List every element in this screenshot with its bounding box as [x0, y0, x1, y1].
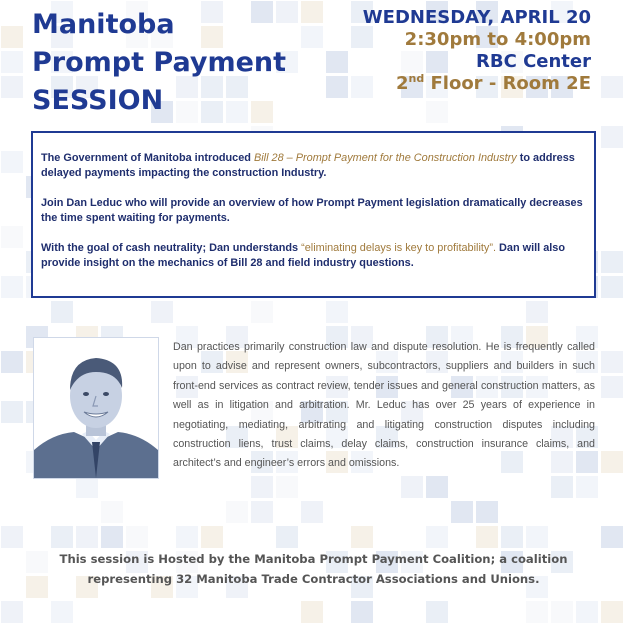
background-tile — [476, 526, 498, 548]
background-tile — [526, 601, 548, 623]
footer-line-2: representing 32 Manitoba Trade Contractor Associations and Unions. — [87, 572, 540, 586]
background-tile — [51, 526, 73, 548]
background-tile — [51, 601, 73, 623]
background-tile — [601, 251, 623, 273]
session-info-box — [31, 131, 596, 298]
title-line-3: SESSION — [32, 85, 164, 116]
background-tile — [201, 526, 223, 548]
background-tile — [251, 501, 273, 523]
speaker-photo — [33, 337, 159, 479]
background-tile — [51, 301, 73, 323]
background-tile — [476, 501, 498, 523]
info-paragraph-1 — [41, 151, 586, 181]
background-tile — [1, 351, 23, 373]
background-tile — [351, 526, 373, 548]
background-tile — [601, 351, 623, 373]
background-tile — [401, 476, 423, 498]
background-tile — [526, 301, 548, 323]
title-line-2: Prompt Payment — [32, 47, 287, 78]
background-tile — [226, 501, 248, 523]
background-tile — [601, 451, 623, 473]
event-time: 2:30pm to 4:00pm — [404, 29, 591, 50]
background-tile — [301, 601, 323, 623]
info-p1-start: The Government of Manitoba introduced — [41, 152, 254, 164]
page-title — [32, 6, 286, 120]
background-tile — [176, 526, 198, 548]
background-tile — [426, 526, 448, 548]
background-tile — [301, 26, 323, 48]
background-tile — [426, 476, 448, 498]
background-tile — [301, 501, 323, 523]
background-tile — [576, 601, 598, 623]
background-tile — [351, 601, 373, 623]
info-p3-end: Dan will also provide insight on the mechanics of Bill 28 and field industry questions. — [41, 242, 565, 269]
background-tile — [1, 76, 23, 98]
event-room — [363, 73, 591, 95]
background-tile — [326, 76, 348, 98]
background-tile — [276, 526, 298, 548]
background-tile — [326, 51, 348, 73]
host-footer — [20, 549, 607, 589]
profitability-quote: “eliminating delays is key to profitability”. — [301, 242, 496, 254]
background-tile — [1, 51, 23, 73]
background-tile — [601, 526, 623, 548]
background-tile — [426, 601, 448, 623]
event-details — [363, 7, 591, 95]
floor-room: Floor - Room 2E — [424, 73, 591, 94]
info-paragraph-2: Join Dan Leduc who will provide an overview of how Prompt Payment legislation dramatically decreases the time spent waiting for payments. — [41, 197, 583, 224]
info-p1-end: to address delayed payments impacting the construction Industry. — [41, 152, 575, 179]
background-tile — [426, 101, 448, 123]
background-tile — [601, 601, 623, 623]
footer-line-1: This session is Hosted by the Manitoba Prompt Payment Coalition; a coalition — [59, 552, 568, 566]
floor-suffix: nd — [408, 72, 425, 85]
info-paragraph-3 — [41, 241, 586, 271]
background-tile — [276, 476, 298, 498]
background-tile — [551, 601, 573, 623]
background-tile — [576, 476, 598, 498]
floor-number: 2 — [395, 73, 409, 94]
background-tile — [126, 526, 148, 548]
background-tile — [601, 376, 623, 398]
background-tile — [251, 476, 273, 498]
background-tile — [1, 151, 23, 173]
background-tile — [326, 301, 348, 323]
title-line-1: Manitoba — [32, 9, 175, 40]
speaker-bio: Dan practices primarily construction law and dispute resolution. He is frequently called upon to advise and represent owners, subcontractors, suppliers and builders in such front-end services as contract review, tender issues and general construction matters, as well as in litigation and arbitration. Mr. Leduc has over 25 years of experience in negotiating, mediating, arbitrating and litigating construction disputes including construction liens, trust claims, delay claims, construction insurance claims, and architect’s and engineer’s errors and omissions. — [173, 341, 595, 470]
bill-name: Bill 28 – Prompt Payment for the Construction Industry — [253, 152, 517, 164]
background-tile — [451, 501, 473, 523]
event-date: WEDNESDAY, APRIL 20 — [362, 7, 591, 28]
background-tile — [601, 76, 623, 98]
background-tile — [551, 476, 573, 498]
background-tile — [251, 301, 273, 323]
background-tile — [101, 526, 123, 548]
background-tile — [501, 526, 523, 548]
event-venue: RBC Center — [476, 51, 591, 72]
background-tile — [526, 526, 548, 548]
background-tile — [601, 276, 623, 298]
background-tile — [1, 526, 23, 548]
background-tile — [1, 276, 23, 298]
background-tile — [1, 401, 23, 423]
background-tile — [1, 601, 23, 623]
background-tile — [101, 501, 123, 523]
background-tile — [151, 301, 173, 323]
background-tile — [301, 1, 323, 23]
background-tile — [76, 526, 98, 548]
background-tile — [1, 226, 23, 248]
background-tile — [601, 126, 623, 148]
background-tile — [1, 26, 23, 48]
info-p3-start: With the goal of cash neutrality; Dan understands — [41, 242, 302, 254]
